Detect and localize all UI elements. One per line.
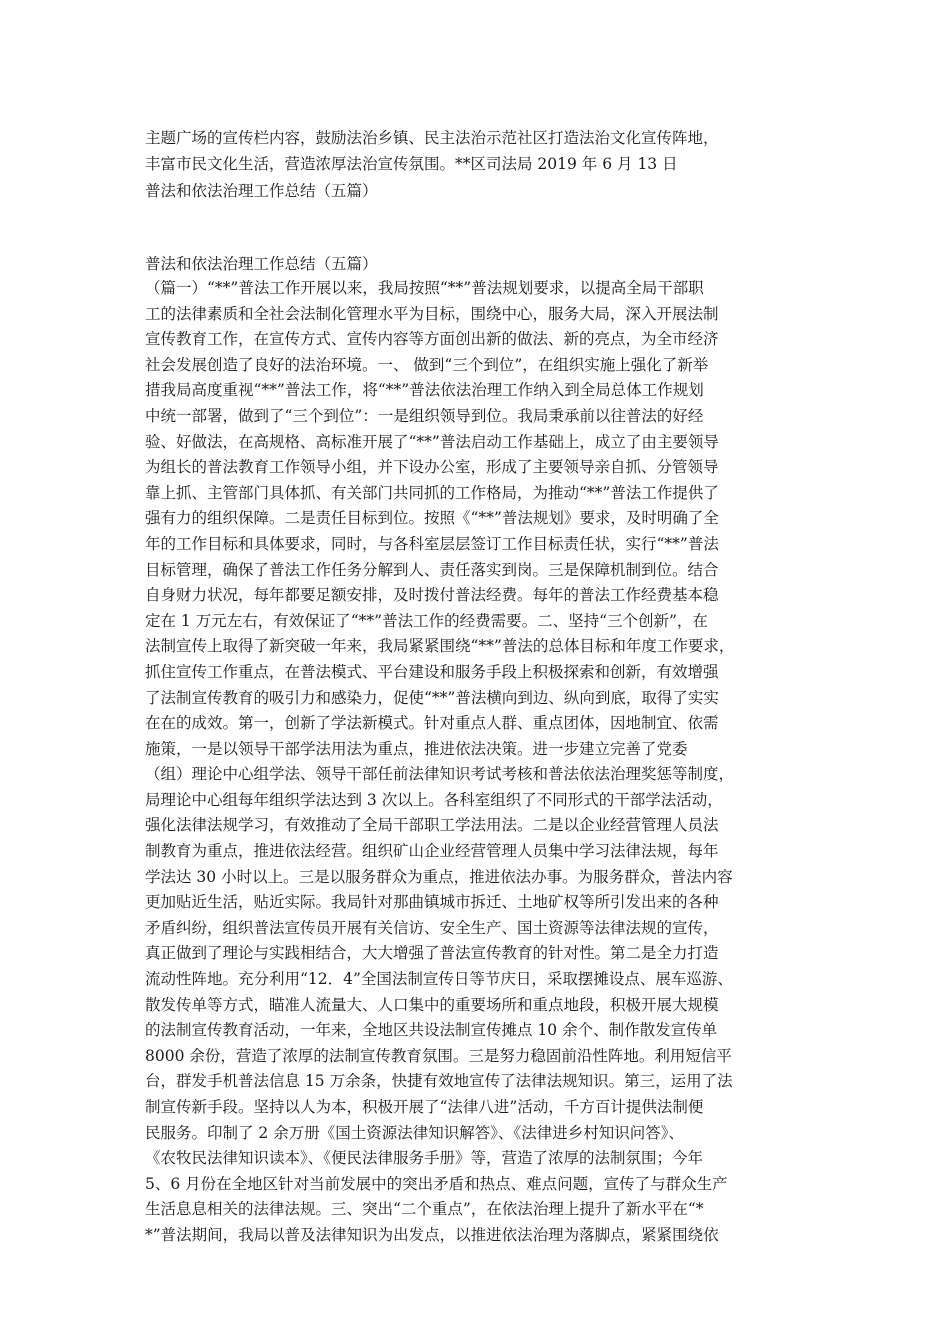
paragraph-line: 真正做到了理论与实践相结合，大大增强了普法宣传教育的针对性。第二是全力打造 bbox=[145, 944, 719, 963]
paragraph-line: 的法制宣传教育活动，一年来，全地区共设法制宣传摊点 10 余个、制作散发宣传单 bbox=[145, 1021, 718, 1040]
paragraph-line: 局理论中心组每年组织学法达到 3 次以上。各科室组织了不同形式的干部学法活动， bbox=[145, 790, 723, 809]
intro-line: 主题广场的宣传栏内容，鼓励法治乡镇、民主法治示范社区打造法治文化宣传阵地， bbox=[145, 129, 719, 147]
paragraph-line: 在在的成效。第一，创新了学法新模式。针对重点人群、重点团体，因地制宜、依需 bbox=[145, 714, 719, 733]
paragraph-line: 中统一部署，做到了“三个到位”：一是组织领导到位。我局秉承前以往普法的好经 bbox=[145, 406, 704, 425]
paragraph-line: 法制宣传上取得了新突破一年来，我局紧紧围绕“**”普法的总体目标和年度工作要求， bbox=[145, 637, 735, 656]
intro-line: 丰富市民文化生活，营造浓厚法治宣传氛围。**区司法局 2019 年 6 月 13 日 bbox=[145, 154, 678, 173]
paragraph-line: 验、好做法，在高规格、高标准开展了“**”普法启动工作基础上，成立了由主要领导 bbox=[145, 432, 719, 451]
paragraph-line: 措我局高度重视“**”普法工作，将“**”普法依法治理工作纳入到全局总体工作规划 bbox=[145, 381, 704, 400]
paragraph-line: 民服务。印制了 2 余万册《国土资源法律知识解答》、《法律进乡村知识问答》、 bbox=[145, 1123, 684, 1142]
paragraph-line: 制教育为重点，推进依法经营。组织矿山企业经营管理人员集中学习法律法规，每年 bbox=[145, 842, 719, 861]
paragraph-line: 散发传单等方式，瞄准人流量大、人口集中的重要场所和重点地段，积极开展大规模 bbox=[145, 995, 719, 1014]
paragraph-line: 流动性阵地。充分利用“12．4”全国法制宣传日等节庆日，采取摆摊设点、展车巡游、 bbox=[145, 970, 733, 989]
paragraph-line: 工的法律素质和全社会法制化管理水平为目标，围绕中心，服务大局，深入开展法制 bbox=[145, 304, 719, 323]
intro-title: 普法和依法治理工作总结（五篇） bbox=[145, 182, 378, 201]
article-heading: 普法和依法治理工作总结（五篇） bbox=[145, 255, 378, 273]
paragraph-line: （组）理论中心组学法、领导干部任前法律知识考试考核和普法依法治理奖惩等制度， bbox=[145, 765, 735, 784]
paragraph-line: 学法达 30 小时以上。三是以服务群众为重点，推进依法办事。为服务群众，普法内容 bbox=[145, 867, 733, 886]
paragraph-line: 施策，一是以领导干部学法用法为重点，推进依法决策。进一步建立完善了党委 bbox=[145, 739, 688, 758]
article-body bbox=[145, 276, 810, 1249]
paragraph-line: 矛盾纠纷，组织普法宣传员开展有关信访、安全生产、国土资源等法律法规的宣传， bbox=[145, 918, 719, 937]
paragraph-line: 5、6 月份在全地区针对当前发展中的突出矛盾和热点、难点问题，宣传了与群众生产 bbox=[145, 1174, 728, 1193]
paragraph-line: 台，群发手机普法信息 15 万余条，快捷有效地宣传了法律法规知识。第三，运用了法 bbox=[145, 1072, 733, 1091]
paragraph-line: 强有力的组织保障。二是责任目标到位。按照《“**”普法规划》要求，及时明确了全 bbox=[145, 509, 719, 528]
paragraph-line: 定在 1 万元左右，有效保证了“**”普法工作的经费需要。二、坚持“三个创新”，在 bbox=[145, 611, 708, 630]
intro-block bbox=[145, 126, 810, 206]
paragraph-line: 更加贴近生活，贴近实际。我局针对那曲镇城市拆迁、土地矿权等所引发出来的各种 bbox=[145, 893, 719, 912]
paragraph-line: *”普法期间，我局以普及法律知识为出发点，以推进依法治理为落脚点，紧紧围绕依 bbox=[145, 1225, 719, 1244]
paragraph-line: 社会发展创造了良好的法治环境。一、 做到“三个到位”，在组织实施上强化了新举 bbox=[145, 355, 709, 374]
paragraph-line: 了法制宣传教育的吸引力和感染力，促使“**”普法横向到边、纵向到底，取得了实实 bbox=[145, 688, 719, 707]
paragraph-line: 强化法律法规学习，有效推动了全局干部职工学法用法。二是以企业经营管理人员法 bbox=[145, 816, 719, 835]
paragraph-line: 靠上抓、主管部门具体抓、有关部门共同抓的工作格局，为推动“**”普法工作提供了 bbox=[145, 483, 719, 502]
paragraph-line: 为组长的普法教育工作领导小组，并下设办公室，形成了主要领导亲自抓、分管领导 bbox=[145, 458, 719, 477]
paragraph-line: 年的工作目标和具体要求，同时，与各科室层层签订工作目标责任状，实行“**”普法 bbox=[145, 534, 719, 553]
paragraph-line: 抓住宣传工作重点，在普法模式、平台建设和服务手段上积极探索和创新，有效增强 bbox=[145, 662, 719, 681]
paragraph-line: 制宣传新手段。坚持以人为本，积极开展了“法律八进”活动，千方百计提供法制便 bbox=[145, 1098, 704, 1116]
paragraph-line: 宣传教育工作，在宣传方式、宣传内容等方面创出新的做法、新的亮点，为全市经济 bbox=[145, 330, 719, 349]
paragraph-line: 8000 余份，营造了浓厚的法制宣传教育氛围。三是努力稳固前沿性阵地。利用短信平 bbox=[145, 1046, 732, 1065]
paragraph-line: 目标管理，确保了普法工作任务分解到人、责任落实到岗。三是保障机制到位。结合 bbox=[145, 560, 719, 579]
paragraph-line: 《农牧民法律知识读本》、《便民法律服务手册》等，营造了浓厚的法制氛围；今年 bbox=[145, 1149, 704, 1168]
paragraph-line: （篇一）“**”普法工作开展以来，我局按照“**”普法规划要求，以提高全局干部职 bbox=[145, 279, 704, 297]
paragraph-line: 自身财力状况，每年都要足额安排，及时拨付普法经费。每年的普法工作经费基本稳 bbox=[145, 586, 719, 605]
paragraph-line: 生活息息相关的法律法规。三、突出“二个重点”，在依法治理上提升了新水平在“* bbox=[145, 1200, 704, 1219]
